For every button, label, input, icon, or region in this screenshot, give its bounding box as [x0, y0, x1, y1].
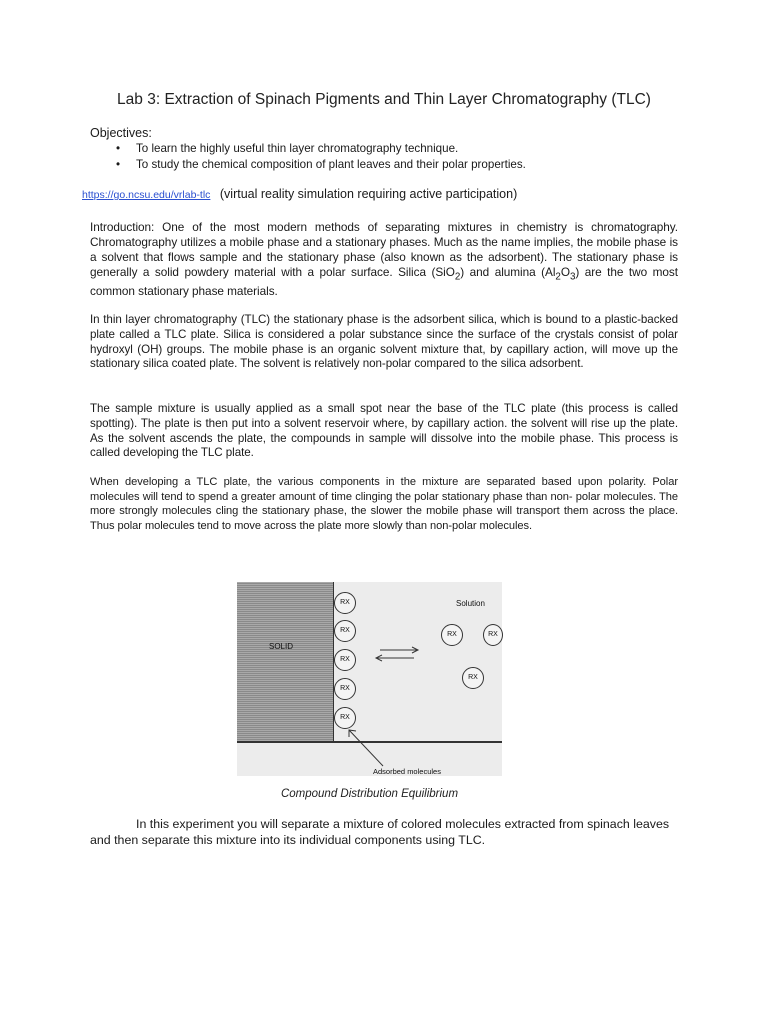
experiment-paragraph: In this experiment you will separate a mixture of colored molecules extracted from spinach leaves and then separate this mixture into its individual components using TLC. [90, 817, 670, 847]
solution-label: Solution [456, 599, 485, 608]
adsorbed-molecule: RX [334, 678, 356, 700]
equilibrium-figure [237, 582, 502, 776]
tlc-paragraph: In thin layer chromatography (TLC) the stationary phase is the adsorbent silica, which is bound to a plastic-backed plate called a TLC plate. Silica is considered a polar substance since the surface of the crystals consist of polar hydroxyl (OH) groups. The mobile phase is an organic solvent mixture that, by capillary action, will move up the stationary silica coated plate. The solvent is relatively non-polar compared to the silica adsorbent. [90, 313, 678, 371]
solid-label: SOLID [269, 642, 294, 651]
solution-molecule: RX [462, 667, 484, 689]
intro-paragraph: Introduction: One of the most modern methods of separating mixtures in chemistry is chromatography. Chromatography utilizes a mobile phase and a stationary phases. Much as the name implies, the mobile phase is a solvent that flows sample and the stationary phase (also known as the adsorbent). The stationary phase is generally a solid powdery material with a polar surface. Silica (SiO$_2$) and alumina $(Al_2O_3)$ are the two most common stationary phase materials. [90, 220, 679, 299]
solid-phase [237, 582, 334, 742]
objectives-heading: Objectives: [90, 126, 152, 140]
objective-item: • To study the chemical composition of plant leaves and their polar properties. [116, 157, 690, 173]
adsorbed-molecule: RX [334, 649, 356, 671]
vr-link-line [82, 187, 517, 201]
vr-lab-link[interactable]: https://go.ncsu.edu/vrlab-tlc [82, 189, 211, 201]
developing-paragraph: When developing a TLC plate, the various components in the mixture are separated based upon polarity. Polar molecules will tend to spend a greater amount of time clinging the polar stationary phase than non- polar molecules. The more strongly molecules cling the stationary phase, the slower the mobile phase will transport them across the place. Thus polar molecules tend to move across the plate more slowly than non-polar molecules. [90, 476, 678, 532]
adsorbed-molecule: RX [334, 592, 356, 614]
objectives-section [90, 126, 690, 173]
figure-caption: Compound Distribution Equilibrium [280, 788, 459, 800]
spotting-paragraph: The sample mixture is usually applied as a small spot near the base of the TLC plate (this process is called spotting). The plate is then put into a solvent reservoir where, by capillary action. the solvent will rise up the plate. As the solvent ascends the plate, the compounds in sample will dissolve into the mobile phase. This process is called developing the TLC plate. [90, 402, 678, 460]
solution-molecule: RX [483, 624, 503, 646]
adsorbed-molecule: RX [334, 620, 356, 642]
objective-item: • To learn the highly useful thin layer chromatography technique. [116, 141, 690, 157]
vr-link-note: (virtual reality simulation requiring active participation) [219, 187, 518, 201]
equilibrium-arrows-icon [372, 644, 422, 666]
solution-molecule: RX [441, 624, 463, 646]
objectives-list [90, 141, 690, 173]
adsorbed-molecule: RX [334, 707, 356, 729]
page-title: Lab 3: Extraction of Spinach Pigments and Thin Layer Chromatography (TLC) [117, 91, 651, 108]
adsorbed-molecules-label: Adsorbed molecules [373, 767, 441, 776]
pointer-arrow-icon [345, 728, 395, 770]
